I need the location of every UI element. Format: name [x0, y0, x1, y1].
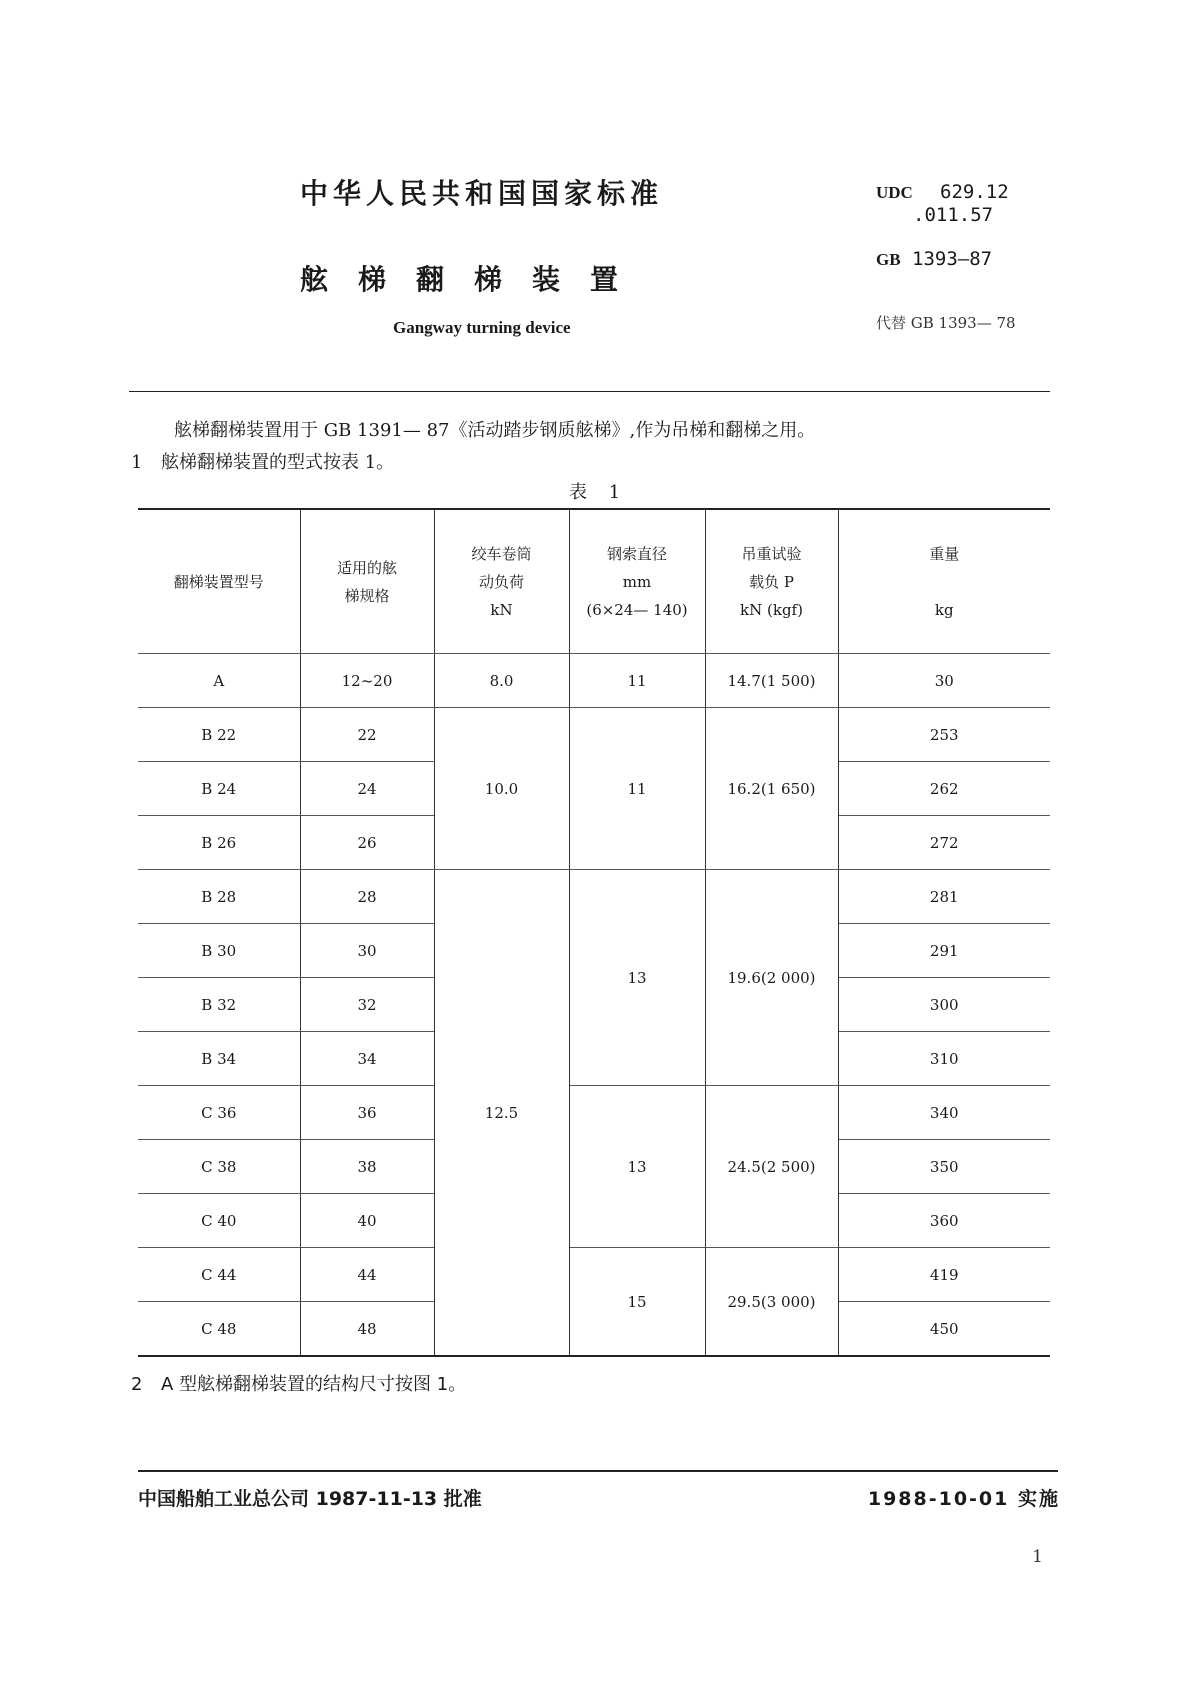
cell-model: A — [138, 654, 300, 708]
cell-spec: 22 — [300, 708, 434, 762]
header-divider — [129, 391, 1050, 392]
cell-model: B 24 — [138, 762, 300, 816]
clause-1-number: 1 — [131, 452, 143, 473]
header-rope-diameter: 钢索直径 mm (6×24— 140) — [569, 509, 705, 654]
cell-weight: 340 — [838, 1086, 1050, 1140]
cell-weight: 419 — [838, 1248, 1050, 1302]
table-row — [138, 1248, 1050, 1302]
cell-model: C 44 — [138, 1248, 300, 1302]
cell-model: C 40 — [138, 1194, 300, 1248]
replaces-standard: 代替 GB 1393— 78 — [876, 314, 1016, 332]
cell-spec: 26 — [300, 816, 434, 870]
cell-test-load: 14.7(1 500) — [705, 654, 838, 708]
cell-spec: 30 — [300, 924, 434, 978]
header-ladder-spec: 适用的舷 梯规格 — [300, 509, 434, 654]
udc-code-line2: .011.57 — [913, 204, 994, 226]
clause-1-text: 舷梯翻梯装置的型式按表 1。 — [161, 452, 395, 473]
cell-weight: 281 — [838, 870, 1050, 924]
cell-weight: 360 — [838, 1194, 1050, 1248]
cell-model: B 28 — [138, 870, 300, 924]
document-title: 舷梯翻梯装置 — [300, 263, 649, 296]
header-model: 翻梯装置型号 — [138, 509, 300, 654]
cell-load: 10.0 — [434, 708, 569, 870]
cell-rope: 11 — [569, 654, 705, 708]
cell-model: B 26 — [138, 816, 300, 870]
cell-weight: 291 — [838, 924, 1050, 978]
clause-2-text: A 型舷梯翻梯装置的结构尺寸按图 1。 — [161, 1374, 467, 1395]
cell-model: C 38 — [138, 1140, 300, 1194]
cell-weight: 262 — [838, 762, 1050, 816]
intro-paragraph: 舷梯翻梯装置用于 GB 1391— 87《活动踏步钢质舷梯》,作为吊梯和翻梯之用。 — [174, 420, 816, 441]
cell-load: 8.0 — [434, 654, 569, 708]
gb-number: 1393—87 — [912, 248, 993, 270]
cell-model: B 30 — [138, 924, 300, 978]
cell-spec: 12~20 — [300, 654, 434, 708]
cell-spec: 24 — [300, 762, 434, 816]
cell-weight: 30 — [838, 654, 1050, 708]
cell-model: C 48 — [138, 1302, 300, 1357]
cell-weight: 300 — [838, 978, 1050, 1032]
cell-spec: 34 — [300, 1032, 434, 1086]
clause-2 — [131, 1370, 466, 1396]
header-winch-load: 绞车卷筒 动负荷 kN — [434, 509, 569, 654]
cell-weight: 272 — [838, 816, 1050, 870]
cell-rope: 11 — [569, 708, 705, 870]
cell-spec: 32 — [300, 978, 434, 1032]
cell-rope: 15 — [569, 1248, 705, 1357]
cell-model: B 32 — [138, 978, 300, 1032]
cell-test-load: 16.2(1 650) — [705, 708, 838, 870]
cell-model: B 22 — [138, 708, 300, 762]
cell-weight: 310 — [838, 1032, 1050, 1086]
cell-spec: 28 — [300, 870, 434, 924]
cell-weight: 350 — [838, 1140, 1050, 1194]
cell-spec: 38 — [300, 1140, 434, 1194]
clause-2-number: 2 — [131, 1374, 143, 1395]
cell-spec: 44 — [300, 1248, 434, 1302]
cell-rope: 13 — [569, 1086, 705, 1248]
table-row — [138, 870, 1050, 924]
cell-spec: 40 — [300, 1194, 434, 1248]
cell-spec: 36 — [300, 1086, 434, 1140]
cell-rope: 13 — [569, 870, 705, 1086]
cell-weight: 253 — [838, 708, 1050, 762]
header-weight: 重量 kg — [838, 509, 1050, 654]
clause-1 — [131, 448, 394, 474]
cell-test-load: 24.5(2 500) — [705, 1086, 838, 1248]
spec-table — [138, 508, 1050, 1357]
cell-test-load: 29.5(3 000) — [705, 1248, 838, 1357]
cell-test-load: 19.6(2 000) — [705, 870, 838, 1086]
cell-weight: 450 — [838, 1302, 1050, 1357]
header-test-load: 吊重试验 载负 P kN (kgf) — [705, 509, 838, 654]
page-number: 1 — [1032, 1547, 1043, 1567]
table-header-row — [138, 509, 1050, 654]
table-caption: 表 1 — [569, 482, 629, 503]
table-row — [138, 1086, 1050, 1140]
cell-model: B 34 — [138, 1032, 300, 1086]
implementation-line: 1988-10-01 实施 — [867, 1488, 1060, 1510]
gb-label: GB — [876, 250, 901, 269]
footer-divider — [138, 1470, 1058, 1472]
table-row — [138, 654, 1050, 708]
standard-number — [876, 248, 992, 270]
cell-spec: 48 — [300, 1302, 434, 1357]
cell-model: C 36 — [138, 1086, 300, 1140]
table-row — [138, 708, 1050, 762]
udc-label: UDC — [876, 183, 913, 202]
approval-line: 中国船舶工业总公司 1987-11-13 批准 — [138, 1488, 482, 1510]
national-standard-heading: 中华人民共和国国家标准 — [300, 177, 664, 210]
cell-load: 12.5 — [434, 870, 569, 1357]
document-title-english: Gangway turning device — [393, 318, 571, 337]
udc-code-line1: 629.12 — [940, 181, 1009, 203]
